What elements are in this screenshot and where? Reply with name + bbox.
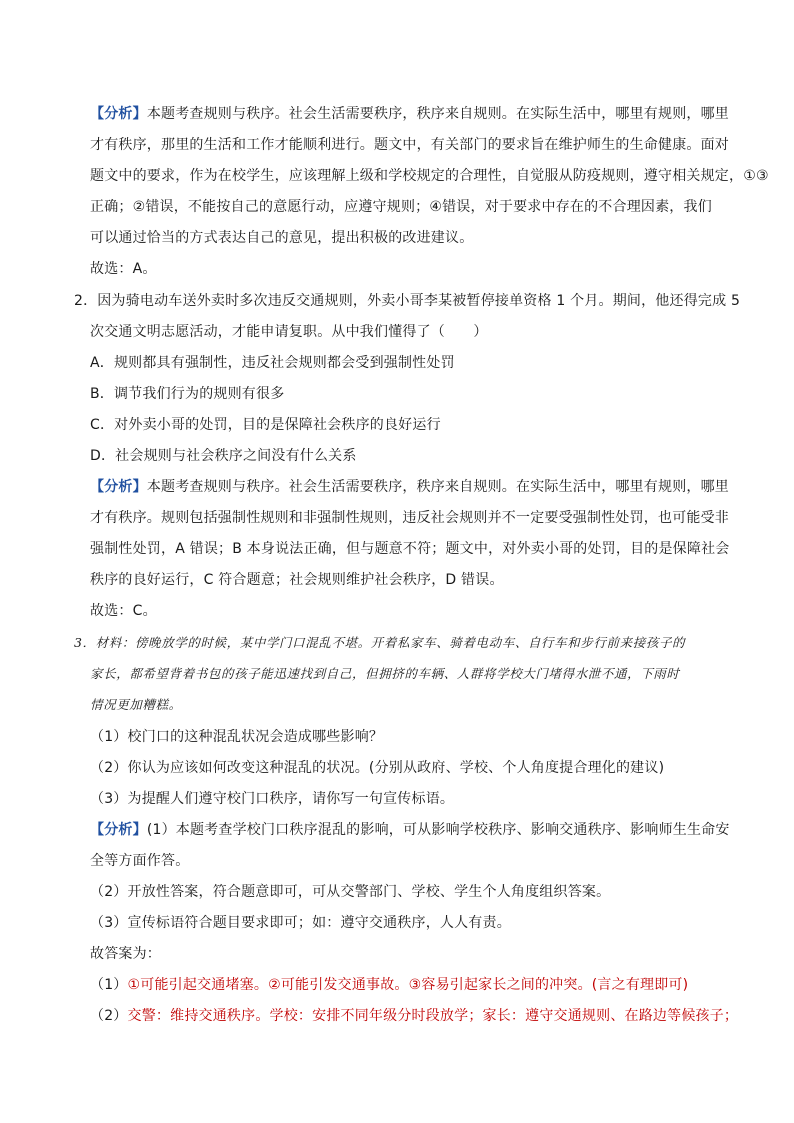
q3-analysis-line-1: 【分析】(1）本题考查学校门口秩序混乱的影响，可从影响学校秩序、影响交通秩序、影响师生生命安	[90, 822, 730, 838]
q3-material-line-1: 3．材料：傍晚放学的时候，某中学门口混乱不堪。开着私家车、骑着电动车、自行车和步行前来接孩子的	[74, 635, 686, 650]
q3-material-line-2: 家长，都希望背着书包的孩子能迅速找到自己，但拥挤的车辆、人群将学校大门堵得水泄不通，下雨时	[90, 666, 680, 681]
q3-subquestion-2: （2）你认为应该如何改变这种混乱的状况。(分别从政府、学校、个人角度提合理化的建议)	[90, 760, 665, 776]
q2-analysis-line-3: 强制性处罚，A 错误；B 本身说法正确，但与题意不符；题文中，对外卖小哥的处罚，目的是保障社会	[90, 541, 730, 557]
q1-analysis-line-5: 可以通过恰当的方式表达自己的意见，提出积极的改进建议。	[90, 230, 474, 246]
analysis-tag: 【分析】	[90, 479, 147, 495]
q3-answer-2: （2）交警：维持交通秩序。学校：安排不同年级分时段放学；家长：遵守交通规则、在路边等候孩子；	[90, 1008, 739, 1024]
q1-analysis-line-3: 题文中的要求，作为在校学生，应该理解上级和学校规定的合理性，自觉服从防疫规则，遵守相关规定，①③	[90, 168, 769, 184]
q2-stem-line-2: 次交通文明志愿活动，才能申请复职。从中我们懂得了（ ）	[90, 324, 488, 340]
q3-analysis-line-3: （2）开放性答案，符合题意即可，可从交警部门、学校、学生个人角度组织答案。	[90, 884, 611, 900]
q3-answer-title: 故答案为：	[90, 946, 161, 962]
q2-analysis-line-2: 才有秩序。规则包括强制性规则和非强制性规则，违反社会规则并不一定要受强制性处罚，也可能受非	[90, 510, 729, 526]
q2-option-b: B．调节我们行为的规则有很多	[90, 386, 285, 402]
q2-option-c: C．对外卖小哥的处罚，目的是保障社会秩序的良好运行	[90, 417, 441, 433]
q3-subquestion-3: （3）为提醒人们遵守校门口秩序，请你写一句宣传标语。	[90, 791, 455, 807]
q2-option-d: D．社会规则与社会秩序之间没有什么关系	[90, 448, 357, 464]
analysis-tag: 【分析】	[90, 106, 147, 122]
q3-answer-1: （1）①可能引起交通堵塞。②可能引发交通事故。③容易引起家长之间的冲突。(言之有理即可)	[90, 977, 689, 993]
q3-subquestion-1: （1）校门口的这种混乱状况会造成哪些影响？	[90, 729, 384, 745]
q3-analysis-line-2: 全等方面作答。	[90, 853, 190, 869]
q2-analysis-line-4: 秩序的良好运行，C 符合题意；社会规则维护社会秩序，D 错误。	[90, 572, 504, 588]
analysis-tag: 【分析】	[90, 822, 147, 838]
q1-answer: 故选：A。	[90, 261, 157, 277]
q1-analysis-line-2: 才有秩序，那里的生活和工作才能顺利进行。题文中，有关部门的要求旨在维护师生的生命健康。面对	[90, 137, 729, 153]
q1-analysis-line-4: 正确；②错误，不能按自己的意愿行动，应遵守规则；④错误，对于要求中存在的不合理因素，我们	[90, 199, 712, 215]
q1-analysis-line-1: 【分析】本题考查规则与秩序。社会生活需要秩序，秩序来自规则。在实际生活中，哪里有规则，哪里	[90, 106, 730, 122]
q2-analysis-line-1: 【分析】本题考查规则与秩序。社会生活需要秩序，秩序来自规则。在实际生活中，哪里有规则，哪里	[90, 479, 730, 495]
q3-material-line-3: 情况更加糟糕。	[90, 697, 182, 712]
q2-stem-line-1: 2．因为骑电动车送外卖时多次违反交通规则，外卖小哥李某被暂停接单资格 1 个月。期间，他还得完成 5	[74, 293, 741, 309]
q3-analysis-line-4: （3）宣传标语符合题目要求即可；如：遵守交通秩序，人人有责。	[90, 915, 511, 931]
q2-option-a: A．规则都具有强制性，违反社会规则都会受到强制性处罚	[90, 355, 455, 371]
q2-answer: 故选：C。	[90, 603, 157, 619]
